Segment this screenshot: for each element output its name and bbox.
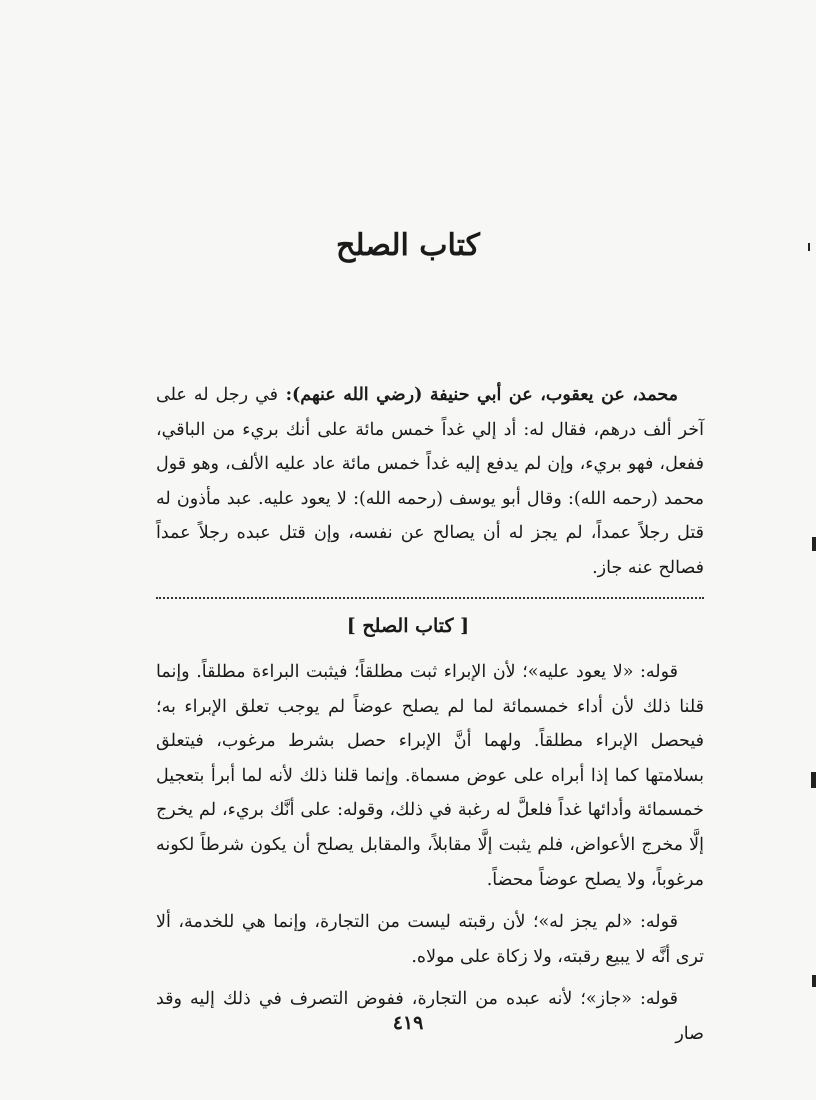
main-body: في رجل له على آخر ألف درهم، فقال له: أد إلي غداً خمس مائة على أنك بريء من الباقي، ففعل، فهو بريء، وإن لم يدفع إليه غداً خمس مائة عاد عليه الألف، وهو قول محمد (رحمه الله): وقال أبو يوسف (رحمه الله): لا يعود عليه. عبد مأذون له قتل رجلاً عمداً، لم يجز له أن يصالح عن نفسه، وإن قتل عبده رجلاً عمداً فصالح عنه جاز. [156,385,704,578]
main-text-block [156,378,704,586]
commentary-block [156,655,704,1060]
main-paragraph [156,378,704,586]
edge-mark-1 [812,537,816,551]
edge-mark-2 [811,772,816,788]
page-number: ٤١٩ [392,1012,424,1034]
commentary-paragraph-2: قوله: «لم يجز له»؛ لأن رقبته ليست من التجارة، وإنما هي للخدمة، ألا ترى أنَّه لا يبيع رقبته، ولا زكاة على مولاه. [156,912,704,967]
commentary-paragraph-1: قوله: «لا يعود عليه»؛ لأن الإبراء ثبت مطلقاً؛ فيثبت البراءة مطلقاً. وإنما قلنا ذلك لأن أداء خمسمائة لما لم يصلح عوضاً لم يوجب تعلق الإبراء به؛ فيحصل الإبراء مطلقاً. ولهما أنَّ الإبراء حصل بشرط مرغوب، فيتعلق بسلامتها كما إذا أبراه على عوض مسماة. وإنما قلنا ذلك لأنه لما أبرأ بتعجيل خمسمائة وأدائها غداً فلعلَّ له رغبة في ذلك، وقوله: على أنَّك بريء، لم يخرج إلَّا مخرج الأعواض، فلم يثبت إلَّا مقابلاً، والمقابل يصلح أن يكون شرطاً لكونه مرغوباً، ولا يصلح عوضاً محضاً. [156,662,704,890]
dotted-divider [156,597,704,599]
edge-mark-3 [812,975,816,987]
section-title: [ كتاب الصلح ] [346,615,470,637]
edge-mark-4 [808,243,810,251]
commentary-paragraph-3: قوله: «جاز»؛ لأنه عبده من التجارة، ففوض التصرف في ذلك إليه وقد صار [156,989,704,1044]
main-lead: محمد، عن يعقوب، عن أبي حنيفة (رضي الله عنهم): [278,385,678,405]
chapter-title: كتاب الصلح [336,228,480,263]
